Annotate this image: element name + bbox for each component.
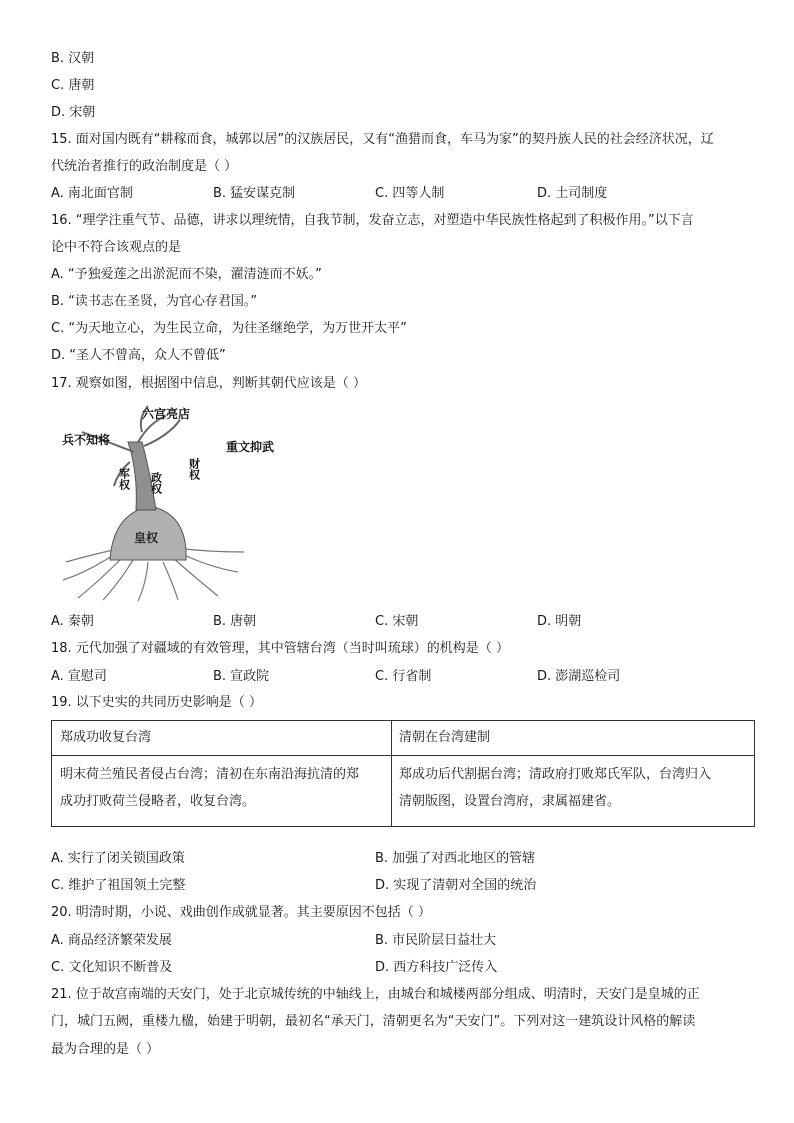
table-column-divider	[391, 721, 392, 826]
q21-stem-line2: 门，城门五阙，重楼九楹，始建于明朝，最初名“承天门，清朝更名为“天安门”。下列对这一建筑设计风格的解读	[51, 1014, 696, 1029]
q15-stem-line2: 代统治者推行的政治制度是（ ）	[51, 159, 238, 174]
table-header-right: 清朝在台湾建制	[399, 730, 491, 745]
q14-option-b: B. 汉朝	[51, 51, 95, 66]
q20-stem: 20. 明清时期，小说、戏曲创作成就显著。其主要原因不包括（ ）	[51, 905, 431, 920]
q18-option-c: C. 行省制	[375, 669, 432, 684]
tree-label-crown: 六宫亮店	[142, 407, 191, 421]
table-cell-right-line1: 郑成功后代割据台湾；清政府打败郑氏军队，台湾归入	[399, 767, 712, 782]
q16-option-b: B. “读书志在圣贤，为官心存君国。”	[51, 294, 258, 309]
q18-option-a: A. 宣慰司	[51, 669, 107, 684]
q20-option-b: B. 市民阶层日益壮大	[375, 933, 497, 948]
q21-stem-line1: 21. 位于故宫南端的天安门，处于北京城传统的中轴线上，由城台和城楼两部分组成、明清时，天安门是皇城的正	[51, 987, 700, 1002]
q18-option-d: D. 澎湖巡检司	[537, 669, 621, 684]
tree-label-right-note: 重文抑武	[226, 440, 275, 454]
q18-option-b: B. 宣政院	[213, 669, 270, 684]
q16-stem-line2: 论中不符合该观点的是	[51, 240, 182, 255]
tree-label-finance: 财权	[187, 458, 201, 480]
q18-stem: 18. 元代加强了对疆域的有效管理，其中管辖台湾（当时叫琉球）的机构是（ ）	[51, 641, 509, 656]
tree-label-political: 政权	[149, 472, 163, 494]
q19-stem: 19. 以下史实的共同历史影响是（ ）	[51, 695, 262, 710]
q15-option-a: A. 南北面官制	[51, 186, 133, 201]
q16-option-a: A. “予独爱莲之出淤泥而不染，濯清涟而不妖。”	[51, 267, 322, 282]
q17-stem: 17. 观察如图，根据图中信息，判断其朝代应该是（ ）	[51, 376, 366, 391]
q17-option-b: B. 唐朝	[213, 614, 257, 629]
power-tree-figure	[58, 402, 275, 602]
table-header-divider	[52, 755, 754, 756]
q20-option-a: A. 商品经济繁荣发展	[51, 933, 172, 948]
q19-option-a: A. 实行了闭关锁国政策	[51, 851, 185, 866]
table-cell-left-line1: 明末荷兰殖民者侵占台湾；清初在东南沿海抗清的郑	[60, 767, 360, 782]
table-cell-left-line2: 成功打败荷兰侵略者，收复台湾。	[60, 794, 256, 809]
q14-option-c: C. 唐朝	[51, 78, 95, 93]
q16-option-d: D. “圣人不曾高，众人不曾低”	[51, 348, 226, 363]
q20-option-c: C. 文化知识不断普及	[51, 960, 173, 975]
q15-option-d: D. 土司制度	[537, 186, 608, 201]
table-cell-right-line2: 清朝版图，设置台湾府，隶属福建省。	[399, 794, 621, 809]
q19-option-d: D. 实现了清朝对全国的统治	[375, 878, 537, 893]
q17-option-a: A. 秦朝	[51, 614, 94, 629]
q15-option-c: C. 四等人制	[375, 186, 445, 201]
q19-table	[51, 720, 755, 827]
q15-option-b: B. 猛安谋克制	[213, 186, 296, 201]
q16-stem-line1: 16. “理学注重气节、品德，讲求以理统情，自我节制，发奋立志，对塑造中华民族性格起到了积极作用。”以下言	[51, 213, 694, 228]
q15-stem-line1: 15. 面对国内既有“耕稼而食，城郭以居”的汉族居民，又有“渔猎而食，车马为家”的契丹族人民的社会经济状况，辽	[51, 132, 714, 147]
tree-label-root: 皇权	[134, 531, 159, 545]
q17-option-c: C. 宋朝	[375, 614, 419, 629]
q19-option-c: C. 维护了祖国领土完整	[51, 878, 186, 893]
q19-option-b: B. 加强了对西北地区的管辖	[375, 851, 536, 866]
table-header-left: 郑成功收复台湾	[60, 730, 152, 745]
tree-label-military: 军权	[117, 468, 131, 490]
q21-stem-line3: 最为合理的是（ ）	[51, 1042, 160, 1057]
q16-option-c: C. “为天地立心，为生民立命，为往圣继绝学，为万世开太平”	[51, 321, 407, 336]
q17-option-d: D. 明朝	[537, 614, 582, 629]
q20-option-d: D. 西方科技广泛传入	[375, 960, 498, 975]
q14-option-d: D. 宋朝	[51, 105, 96, 120]
tree-label-left-branch: 兵不知将	[62, 433, 111, 447]
